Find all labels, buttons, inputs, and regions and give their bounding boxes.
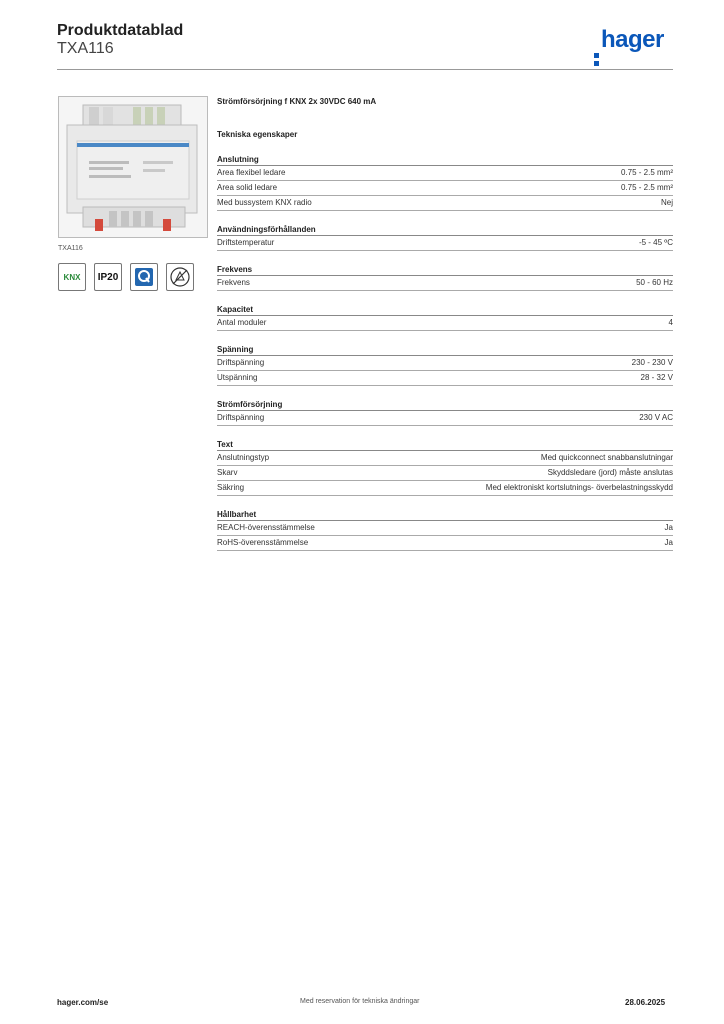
- spec-section: [217, 344, 673, 386]
- section-title: Kapacitet: [217, 304, 673, 316]
- section-title: Anslutning: [217, 154, 673, 166]
- spec-value: 28 - 32 V: [640, 373, 673, 382]
- spec-value: 50 - 60 Hz: [636, 278, 673, 287]
- spec-label: Area solid ledare: [217, 183, 278, 192]
- spec-heading: Tekniska egenskaper: [217, 130, 298, 139]
- section-title: Hållbarhet: [217, 509, 673, 521]
- quality-mark-icon: [130, 263, 158, 291]
- spec-row: [217, 411, 673, 426]
- spec-row: [217, 236, 673, 251]
- spec-row: [217, 481, 673, 496]
- product-photo-icon: [59, 97, 207, 237]
- knx-label: KNX: [63, 273, 81, 282]
- ip20-badge: [94, 263, 122, 291]
- spec-label: Driftspänning: [217, 358, 265, 367]
- spec-value: 4: [668, 318, 673, 327]
- spec-row: [217, 466, 673, 481]
- spec-value: -5 - 45 ºC: [638, 238, 673, 247]
- section-title: Text: [217, 439, 673, 451]
- spec-label: Driftstemperatur: [217, 238, 275, 247]
- footer-website: hager.com/se: [57, 998, 109, 1007]
- spec-value: Med elektroniskt kortslutnings- överbelastningsskydd: [485, 483, 673, 492]
- ip20-label: IP20: [97, 271, 119, 283]
- spec-section: [217, 154, 673, 211]
- spec-label: RoHS-överensstämmelse: [217, 538, 309, 547]
- spec-value: 230 V AC: [639, 413, 673, 422]
- spec-row: [217, 536, 673, 551]
- spec-section: [217, 304, 673, 331]
- spec-row: [217, 356, 673, 371]
- section-title: Frekvens: [217, 264, 673, 276]
- section-title: Användningsförhållanden: [217, 224, 673, 236]
- spec-row: [217, 196, 673, 211]
- spec-row: [217, 316, 673, 331]
- header-divider: [57, 69, 673, 70]
- section-title: Strömförsörjning: [217, 399, 673, 411]
- footer-date: 28.06.2025: [625, 998, 666, 1007]
- no-halogen-icon: [166, 263, 194, 291]
- certification-row: [58, 263, 194, 291]
- spec-sections: [217, 154, 673, 551]
- spec-row: [217, 371, 673, 386]
- spec-label: Med bussystem KNX radio: [217, 198, 312, 207]
- spec-section: [217, 264, 673, 291]
- image-caption: TXA116: [58, 245, 83, 252]
- spec-section: [217, 509, 673, 551]
- spec-value: Ja: [664, 523, 673, 532]
- spec-section: [217, 399, 673, 426]
- spec-value: 230 - 230 V: [631, 358, 673, 367]
- spec-row: [217, 181, 673, 196]
- spec-row: [217, 451, 673, 466]
- spec-row: [217, 521, 673, 536]
- product-name: Strömförsörjning f KNX 2x 30VDC 640 mA: [217, 97, 377, 106]
- spec-value: 0.75 - 2.5 mm²: [620, 183, 673, 192]
- page-title: Produktdatablad: [57, 22, 184, 39]
- spec-section: [217, 224, 673, 251]
- spec-label: Skarv: [217, 468, 238, 477]
- spec-label: REACH-överensstämmelse: [217, 523, 315, 532]
- spec-value: Med quickconnect snabbanslutningar: [540, 453, 673, 462]
- spec-label: Utspänning: [217, 373, 258, 382]
- spec-label: Frekvens: [217, 278, 250, 287]
- spec-row: [217, 276, 673, 291]
- spec-content: [217, 96, 673, 551]
- spec-value: Nej: [660, 198, 673, 207]
- product-photo: [58, 96, 208, 238]
- hager-logo: [594, 26, 664, 54]
- spec-label: Antal moduler: [217, 318, 267, 327]
- footer-disclaimer: Med reservation för tekniska ändringar: [300, 998, 420, 1005]
- spec-label: Säkring: [217, 483, 245, 492]
- spec-label: Driftspänning: [217, 413, 265, 422]
- spec-row: [217, 166, 673, 181]
- spec-value: Skyddsledare (jord) måste anslutas: [547, 468, 673, 477]
- spec-section: [217, 439, 673, 496]
- spec-value: Ja: [664, 538, 673, 547]
- knx-logo-icon: [58, 263, 86, 291]
- product-code: TXA116: [57, 40, 114, 57]
- section-title: Spänning: [217, 344, 673, 356]
- spec-label: Anslutningstyp: [217, 453, 270, 462]
- spec-label: Area flexibel ledare: [217, 168, 286, 177]
- logo-text: hager: [601, 26, 664, 53]
- spec-value: 0.75 - 2.5 mm²: [620, 168, 673, 177]
